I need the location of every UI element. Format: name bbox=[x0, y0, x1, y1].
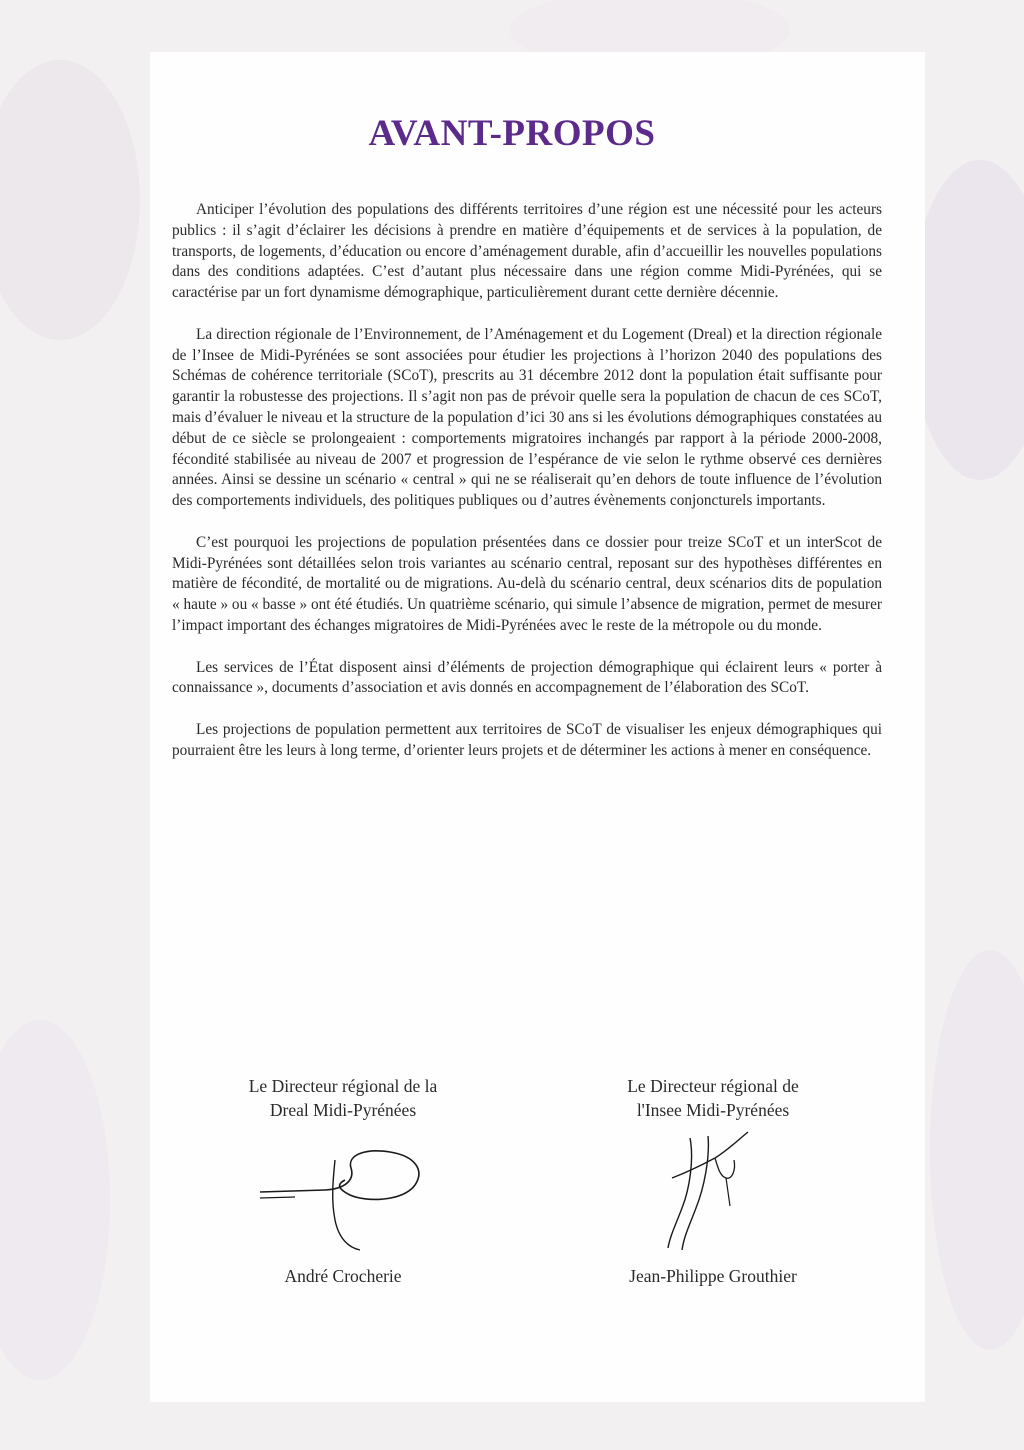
signatory-dreal-role-line2: Dreal Midi-Pyrénées bbox=[269, 1100, 417, 1120]
paragraph-5: Les projections de population permettent aux territoires de SCoT de visualiser les enjeux démographiques qui pourraient être les leurs à long terme, d’orienter leurs projets et de déterminer les actions à mener en conséquence. bbox=[172, 720, 882, 759]
paragraph-3: C’est pourquoi les projections de population présentées dans ce dossier pour treize SCoT et un interScot de Midi-Pyrénées sont détaillées selon trois variantes au scénario central, reposant sur des hypothèses différentes en matière de fécondité, de mortalité ou de migrations. Au-delà du scénario central, deux scénarios dits de population « haute » ou « basse » ont été étudiés. Un quatrième scénario, qui simule l’absence de migration, permet de mesurer l’impact important des échanges migratoires de Midi-Pyrénées avec le reste de la métropole ou du monde. bbox=[172, 533, 882, 634]
signatory-dreal-role-line1: Le Directeur régional de la bbox=[248, 1076, 438, 1096]
paragraph-4: Les services de l’État disposent ainsi d’éléments de projection démographique qui éclairent leurs « porter à connaissance », documents d’association et avis donnés en accompagnement de l’élaboration des SCoT. bbox=[172, 658, 882, 697]
page-title: AVANT-PROPOS bbox=[368, 113, 656, 154]
signatory-insee-name: Jean-Philippe Grouthier bbox=[629, 1266, 797, 1286]
paragraph-1: Anticiper l’évolution des populations des différents territoires d’une région est une nécessité pour les acteurs publics : il s’agit d’éclairer les décisions à prendre en matière d’équipements et de services à la population, de transports, de logements, d’éducation ou encore d’aménagement durable, afin d’accueillir les nouvelles populations dans des conditions adaptées. C’est d’autant plus nécessaire dans une région comme Midi-Pyrénées, qui se caractérise par un fort dynamisme démographique, particulièrement durant cette dernière décennie. bbox=[172, 201, 882, 302]
signatory-insee-role bbox=[563, 1074, 863, 1122]
signatory-dreal-name: André Crocherie bbox=[284, 1266, 402, 1286]
signatory-insee-role-line1: Le Directeur régional de bbox=[627, 1076, 799, 1096]
signature-dreal bbox=[255, 1140, 435, 1255]
signatory-dreal-role bbox=[193, 1074, 493, 1122]
paragraph-2: La direction régionale de l’Environnement, de l’Aménagement et du Logement (Dreal) et la direction régionale de l’Insee de Midi-Pyrénées se sont associées pour étudier les projections à l’horizon 2040 des populations des Schémas de cohérence territoriale (SCoT), prescrits au 31 décembre 2012 dont la population était suffisante pour garantir la robustesse des projections. Il s’agit non pas de prévoir quelle sera la population de chacun de ces SCoT, mais d’évaluer le niveau et la structure de la population d’ici 30 ans si les évolutions démographiques constatées au début de ce siècle se prolongeaient : comportements migratoires inchangés par rapport à la période 2000-2008, fécondité stabilisée au niveau de 2007 et progression de l’espérance de vie selon le rythme observé ces dernières années. Ainsi se dessine un scénario « central » qui ne se réaliserait qu’en dehors de toute influence de l’évolution des comportements individuels, des politiques publiques ou d’autres évènements conjoncturels importants. bbox=[172, 325, 882, 510]
body-text bbox=[172, 200, 882, 782]
signature-insee bbox=[660, 1128, 760, 1253]
signatory-insee-role-line2: l'Insee Midi-Pyrénées bbox=[636, 1100, 790, 1120]
